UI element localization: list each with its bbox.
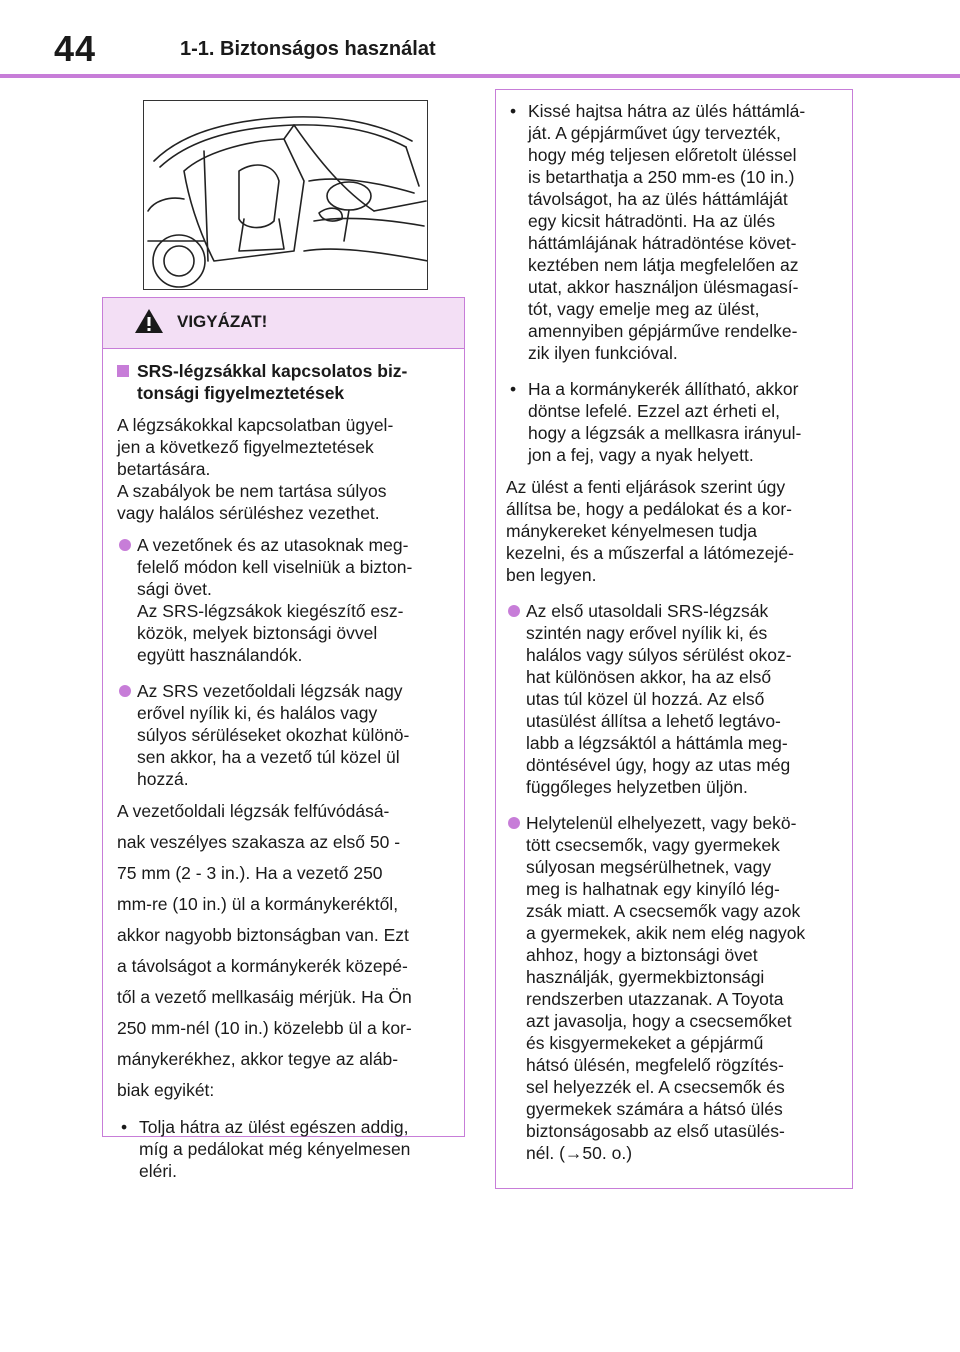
bullet-line: hogy a légzsák a mellkasra irányul- <box>528 423 802 443</box>
circle-bullet-icon <box>508 817 520 829</box>
para-line: mánykerékhez, akkor tegye az aláb- <box>117 1049 399 1069</box>
para-line: Az ülést a fenti eljárások szerint úgy <box>506 477 786 497</box>
bullet-line: Ha a kormánykerék állítható, akkor <box>528 379 799 399</box>
square-bullet-icon <box>117 365 129 377</box>
bullet-line: tót, vagy emelje meg az ülést, <box>528 299 760 319</box>
item-line: meg is halhatnak egy kinyíló lég- <box>526 879 780 899</box>
para-line: mánykereket kényelmesen tudja <box>506 521 757 541</box>
item-line: gyermekek számára a hátsó ülés <box>526 1099 783 1119</box>
page-number: 44 <box>54 28 97 69</box>
item-line: súlyos sérüléseket okozhat különö- <box>137 725 410 745</box>
para-line: kezelni, és a műszerfal a látómezejé- <box>506 543 794 563</box>
bullet-line: míg a pedálokat még kényelmesen <box>139 1139 411 1159</box>
item-line: döntésével úgy, hogy az utas még <box>526 755 791 775</box>
right-item-children <box>506 812 841 1164</box>
item-line: és kisgyermekeket a gépjármű <box>526 1033 764 1053</box>
caution-header <box>103 298 464 349</box>
para-line: 250 mm-nél (10 in.) közelebb ül a kor- <box>117 1018 412 1038</box>
item-line: sen akkor, ha a vezető túl közel ül <box>137 747 400 767</box>
right-bullet-recline <box>506 100 841 364</box>
item-line: halálos vagy súlyos sérülést okoz- <box>526 645 792 665</box>
para-line: akkor nagyobb biztonságban van. Ezt <box>117 925 409 945</box>
bullet-mark: • <box>121 1117 128 1137</box>
car-interior-illustration <box>143 100 428 290</box>
item-line: függőleges helyzetben üljön. <box>526 777 748 797</box>
item-line: labb a légzsáktól a háttámla meg- <box>526 733 788 753</box>
item-line: felelő módon kell viselniük a bizton- <box>137 557 413 577</box>
bullet-line: amennyiben gépjárműve rendelke- <box>528 321 798 341</box>
warning-triangle-icon <box>133 307 165 335</box>
intro-line: jen a következő figyelmeztetések <box>117 437 374 457</box>
caution-heading <box>117 360 453 404</box>
item-line: tött csecsemők, vagy gyermekek <box>526 835 780 855</box>
caution-heading-line: SRS-légzsákkal kapcsolatos biz- <box>137 361 408 381</box>
item-line: használják, gyermekbiztonsági <box>526 967 765 987</box>
right-content <box>506 100 841 1164</box>
caution-box <box>102 297 465 1181</box>
intro-line: vagy halálos sérüléshez vezethet. <box>117 503 380 523</box>
para-line: től a vezető mellkasáig mérjük. Ha Ön <box>117 987 412 1007</box>
para-line: ben legyen. <box>506 565 597 585</box>
intro-line: A szabályok be nem tartása súlyos <box>117 481 387 501</box>
item-line: sel helyezzék el. A csecsemők és <box>526 1077 785 1097</box>
item-line: A vezetőnek és az utasoknak meg- <box>137 535 409 555</box>
bullet-line: zik ilyen funkcióval. <box>528 343 678 363</box>
item-line: utas túl közel ül hozzá. Az első <box>526 689 765 709</box>
bullet-mark: • <box>510 101 517 121</box>
caution-content <box>117 360 453 1182</box>
para-line: 75 mm (2 - 3 in.). Ha a vezető 250 <box>117 863 383 883</box>
item-line: a gyermekek, akik nem elég nagyok <box>526 923 806 943</box>
right-item-passenger-airbag <box>506 600 841 798</box>
header-rule <box>0 74 960 78</box>
item-line: Az SRS vezetőoldali légzsák nagy <box>137 681 403 701</box>
circle-bullet-icon <box>119 539 131 551</box>
item-line: szintén nagy erővel nyílik ki, és <box>526 623 768 643</box>
caution-item-seatbelt <box>117 534 453 666</box>
bullet-line: is betarthatja a 250 mm-es (10 in.) <box>528 167 795 187</box>
intro-line: A légzsákokkal kapcsolatban ügyel- <box>117 415 394 435</box>
item-line: utasülést állítsa a lehető legtávo- <box>526 711 781 731</box>
item-line: biztonságosabb az első utasülés- <box>526 1121 785 1141</box>
item-line: zsák miatt. A csecsemők vagy azok <box>526 901 801 921</box>
right-paragraph <box>506 476 841 586</box>
bullet-line: ját. A gépjárművet úgy tervezték, <box>528 123 781 143</box>
car-interior-drawing <box>144 101 428 290</box>
caution-heading-line: tonsági figyelmeztetések <box>137 383 345 403</box>
caution-label: VIGYÁZAT! <box>177 312 268 331</box>
para-line: mm-re (10 in.) ül a kormánykeréktől, <box>117 894 399 914</box>
para-line: biak egyikét: <box>117 1080 215 1100</box>
item-line: súlyosan megsérülhetnek, vagy <box>526 857 772 877</box>
circle-bullet-icon <box>508 605 520 617</box>
item-line: Az SRS-légzsákok kiegészítő esz- <box>137 601 404 621</box>
bullet-line: eléri. <box>139 1161 177 1181</box>
item-line: Helytelenül elhelyezett, vagy bekö- <box>526 813 797 833</box>
item-line: együtt használandók. <box>137 645 303 665</box>
caution-paragraph <box>117 796 453 1106</box>
bullet-line: távolságot, ha az ülés háttámláját <box>528 189 788 209</box>
bullet-line: hogy még teljesen előretolt üléssel <box>528 145 797 165</box>
item-line: közök, melyek biztonsági övvel <box>137 623 378 643</box>
bullet-line: egy kicsit hátradönti. Ha az ülés <box>528 211 776 231</box>
section-title: 1-1. Biztonságos használat <box>180 38 436 60</box>
bullet-line: Tolja hátra az ülést egészen addig, <box>139 1117 409 1137</box>
caution-intro <box>117 414 453 524</box>
item-line: ahhoz, hogy a biztonsági övet <box>526 945 758 965</box>
caution-bullet-seat-back <box>117 1116 453 1182</box>
bullet-line: utat, akkor használjon ülésmagasí- <box>528 277 799 297</box>
bullet-line: háttámlájának hátradöntése követ- <box>528 233 797 253</box>
bullet-line: döntse lefelé. Ezzel azt érheti el, <box>528 401 780 421</box>
item-line: Az első utasoldali SRS-légzsák <box>526 601 769 621</box>
bullet-line: keztében nem látja megfelelően az <box>528 255 799 275</box>
item-line: sági övet. <box>137 579 212 599</box>
bullet-mark: • <box>510 379 517 399</box>
intro-line: betartására. <box>117 459 211 479</box>
caution-box-continued <box>495 89 853 1189</box>
bullet-line: jon a fej, vagy a nyak helyett. <box>528 445 754 465</box>
caution-item-driver-airbag <box>117 680 453 790</box>
item-line: rendszerben utazzanak. A Toyota <box>526 989 784 1009</box>
page-header <box>0 0 960 80</box>
para-line: állítsa be, hogy a pedálokat és a kor- <box>506 499 793 519</box>
para-line: nak veszélyes szakasza az első 50 - <box>117 832 401 852</box>
item-line: erővel nyílik ki, és halálos vagy <box>137 703 378 723</box>
right-bullet-steering <box>506 378 841 466</box>
bullet-line: Kissé hajtsa hátra az ülés háttámlá- <box>528 101 806 121</box>
item-line[interactable]: nél. (→50. o.) <box>526 1143 633 1163</box>
para-line: A vezetőoldali légzsák felfúvódásá- <box>117 801 390 821</box>
item-line: hozzá. <box>137 769 189 789</box>
item-line: hátsó ülésén, megfelelő rögzítés- <box>526 1055 784 1075</box>
para-line: a távolságot a kormánykerék közepé- <box>117 956 408 976</box>
item-line: azt javasolja, hogy a csecsemőket <box>526 1011 792 1031</box>
circle-bullet-icon <box>119 685 131 697</box>
item-line: hat különösen akkor, ha az első <box>526 667 772 687</box>
